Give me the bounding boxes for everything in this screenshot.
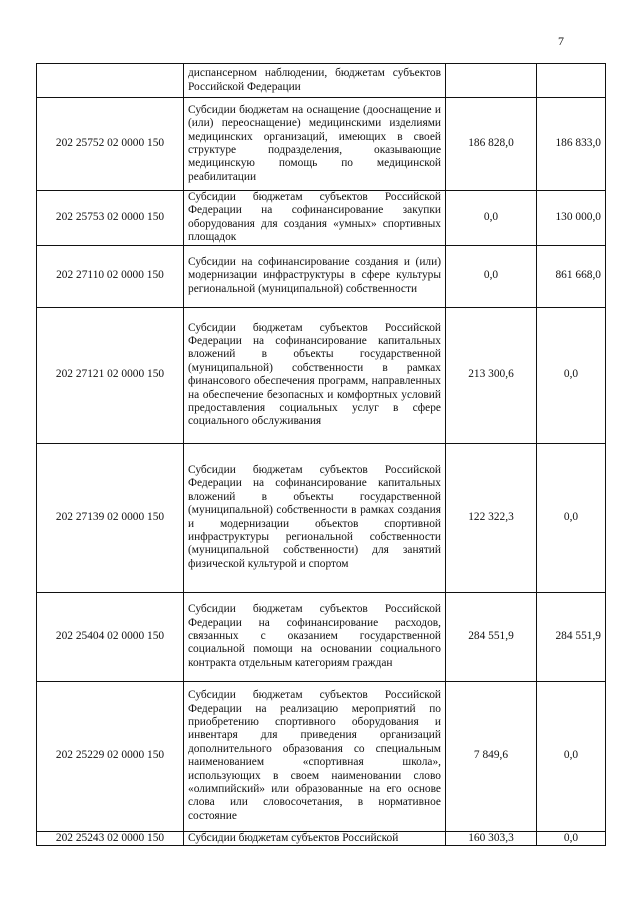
description-cell: Субсидии бюджетам субъектов Российской Федерации на софинансирование закупки оборудования для создания «умных» спортивных площадок [184, 191, 446, 246]
amount-cell-2: 0,0 [537, 831, 606, 845]
table-row [37, 831, 606, 845]
budget-code-cell: 202 25753 02 0000 150 [37, 191, 184, 246]
amount-cell-2: 0,0 [537, 681, 606, 831]
description-cell: Субсидии бюджетам субъектов Российской Федерации на софинансирование капитальных вложений в объекты государственной (муниципальной) собственности в рамках создания и модернизации объектов спортивной инфраструктуры региональной собственности (муниципальной собственности) для занятий физической культурой и спортом [184, 443, 446, 592]
description-cell: Субсидии бюджетам субъектов Российской [184, 831, 446, 845]
amount-cell-1: 122 322,3 [446, 443, 537, 592]
budget-code-cell: 202 27110 02 0000 150 [37, 245, 184, 307]
description-cell: Субсидии бюджетам на оснащение (дооснащение и (или) переоснащение) медицинскими изделиями медицинских организаций, имеющих в своей структуре подразделения, оказывающие медицинскую помощь по медицинской реабилитации [184, 98, 446, 191]
table-row [37, 245, 606, 307]
amount-cell-1: 213 300,6 [446, 307, 537, 443]
amount-cell-2: 284 551,9 [537, 592, 606, 681]
budget-code-cell: 202 25229 02 0000 150 [37, 681, 184, 831]
budget-code-cell: 202 27139 02 0000 150 [37, 443, 184, 592]
table-row [37, 681, 606, 831]
description-cell: диспансерном наблюдении, бюджетам субъектов Российской Федерации [184, 64, 446, 98]
budget-code-cell: 202 25243 02 0000 150 [37, 831, 184, 845]
amount-cell-2: 861 668,0 [537, 245, 606, 307]
table-row [37, 592, 606, 681]
amount-cell-1: 7 849,6 [446, 681, 537, 831]
amount-cell-1: 186 828,0 [446, 98, 537, 191]
budget-code-cell: 202 27121 02 0000 150 [37, 307, 184, 443]
description-cell: Субсидии на софинансирование создания и (или) модернизации инфраструктуры в сфере культуры региональной (муниципальной) собственности [184, 245, 446, 307]
table-row [37, 307, 606, 443]
amount-cell-2: 130 000,0 [537, 191, 606, 246]
amount-cell-1: 0,0 [446, 245, 537, 307]
budget-code-cell [37, 64, 184, 98]
budget-table [36, 63, 606, 846]
amount-cell-1: 284 551,9 [446, 592, 537, 681]
amount-cell-2 [537, 64, 606, 98]
table-row [37, 98, 606, 191]
table-row [37, 443, 606, 592]
page-number: 7 [558, 34, 564, 48]
description-cell: Субсидии бюджетам субъектов Российской Федерации на софинансирование капитальных вложений в объекты государственной (муниципальной) собственности в рамках финансового обеспечения программ, направленных на обеспечение безопасных и комфортных условий предоставления социальных услуг в сфере социального обслуживания [184, 307, 446, 443]
budget-code-cell: 202 25404 02 0000 150 [37, 592, 184, 681]
amount-cell-1: 160 303,3 [446, 831, 537, 845]
amount-cell-1: 0,0 [446, 191, 537, 246]
table-row [37, 64, 606, 98]
budget-code-cell: 202 25752 02 0000 150 [37, 98, 184, 191]
description-cell: Субсидии бюджетам субъектов Российской Федерации на реализацию мероприятий по приобретению спортивного оборудования и инвентаря для приведения организаций дополнительного образования со специальным наименованием «спортивная школа», использующих в своем наименовании слово «олимпийский» или образованные на его основе слова или словосочетания, в нормативное состояние [184, 681, 446, 831]
amount-cell-2: 186 833,0 [537, 98, 606, 191]
description-cell: Субсидии бюджетам субъектов Российской Федерации на софинансирование расходов, связанных с оказанием государственной социальной помощи на основании социального контракта отдельным категориям граждан [184, 592, 446, 681]
amount-cell-2: 0,0 [537, 443, 606, 592]
table-row [37, 191, 606, 246]
amount-cell-2: 0,0 [537, 307, 606, 443]
amount-cell-1 [446, 64, 537, 98]
